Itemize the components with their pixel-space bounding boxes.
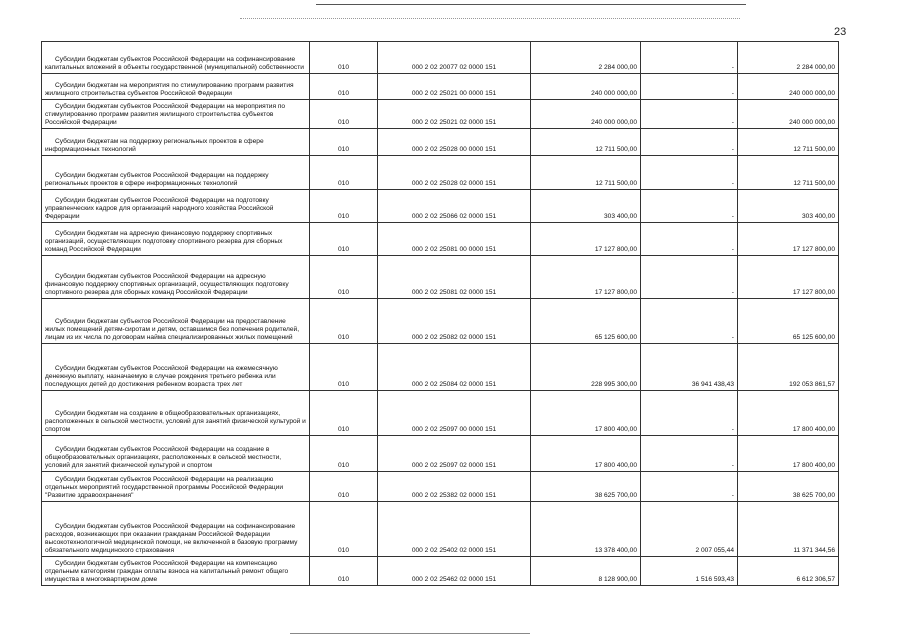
table-row [42, 344, 839, 391]
row-kbk-cell: 000 2 02 25402 02 0000 151 [378, 502, 531, 557]
row-rest-cell: 2 284 000,00 [738, 42, 839, 74]
row-plan-cell: 8 128 900,00 [531, 557, 641, 586]
row-exec-cell: 1 516 593,43 [641, 557, 738, 586]
scan-artifact-bottom-line [290, 633, 530, 634]
row-plan-cell: 38 625 700,00 [531, 472, 641, 502]
row-kbk-cell: 000 2 02 25066 02 0000 151 [378, 190, 531, 223]
row-rest-cell: 17 800 400,00 [738, 391, 839, 436]
row-name-cell: Субсидии бюджетам субъектов Российской Федерации на создание в общеобразовательных организациях, расположенных в сельской местности, условий для занятий физической культурой и спортом [42, 436, 310, 472]
row-kbk-cell: 000 2 02 25462 02 0000 151 [378, 557, 531, 586]
row-code-cell: 010 [310, 74, 378, 100]
row-code-cell: 010 [310, 223, 378, 256]
row-exec-cell: - [641, 223, 738, 256]
row-rest-cell: 11 371 344,56 [738, 502, 839, 557]
row-exec-cell: - [641, 256, 738, 299]
row-name-cell: Субсидии бюджетам субъектов Российской Федерации на мероприятия по стимулированию программ развития жилищного строительства субъектов Российской Федерации [42, 100, 310, 129]
row-plan-cell: 228 995 300,00 [531, 344, 641, 391]
scan-artifact-dots [240, 18, 740, 20]
table-row [42, 100, 839, 129]
row-kbk-cell: 000 2 02 25028 00 0000 151 [378, 129, 531, 156]
row-name-cell: Субсидии бюджетам субъектов Российской Федерации на компенсацию отдельным категориям граждан оплаты взноса на капитальный ремонт общего имущества в многоквартирном доме [42, 557, 310, 586]
table-row [42, 391, 839, 436]
table-row [42, 223, 839, 256]
row-plan-cell: 17 127 800,00 [531, 223, 641, 256]
row-name-cell: Субсидии бюджетам на адресную финансовую поддержку спортивных организаций, осуществляющих подготовку спортивного резерва для сборных команд Российской Федерации [42, 223, 310, 256]
row-code-cell: 010 [310, 472, 378, 502]
budget-table-body [42, 42, 839, 586]
row-rest-cell: 303 400,00 [738, 190, 839, 223]
row-rest-cell: 17 127 800,00 [738, 256, 839, 299]
scan-artifact-top-line [316, 4, 746, 5]
row-plan-cell: 240 000 000,00 [531, 100, 641, 129]
row-plan-cell: 12 711 500,00 [531, 129, 641, 156]
row-plan-cell: 17 800 400,00 [531, 391, 641, 436]
row-name-cell: Субсидии бюджетам на поддержку региональных проектов в сфере информационных технологий [42, 129, 310, 156]
row-code-cell: 010 [310, 129, 378, 156]
row-exec-cell: 2 007 055,44 [641, 502, 738, 557]
row-kbk-cell: 000 2 02 25097 02 0000 151 [378, 436, 531, 472]
table-row [42, 74, 839, 100]
row-exec-cell: - [641, 100, 738, 129]
row-name-cell: Субсидии бюджетам на создание в общеобразовательных организациях, расположенных в сельской местности, условий для занятий физической культурой и спортом [42, 391, 310, 436]
row-code-cell: 010 [310, 436, 378, 472]
row-exec-cell: - [641, 129, 738, 156]
row-rest-cell: 12 711 500,00 [738, 129, 839, 156]
table-row [42, 156, 839, 190]
row-code-cell: 010 [310, 344, 378, 391]
row-name-cell: Субсидии бюджетам субъектов Российской Федерации на ежемесячную денежную выплату, назначаемую в случае рождения третьего ребенка или последующих детей до достижения ребенком возраста трех лет [42, 344, 310, 391]
row-rest-cell: 12 711 500,00 [738, 156, 839, 190]
row-plan-cell: 13 378 400,00 [531, 502, 641, 557]
row-kbk-cell: 000 2 02 25382 02 0000 151 [378, 472, 531, 502]
row-rest-cell: 17 127 800,00 [738, 223, 839, 256]
row-plan-cell: 65 125 600,00 [531, 299, 641, 344]
row-code-cell: 010 [310, 256, 378, 299]
row-exec-cell: - [641, 472, 738, 502]
row-name-cell: Субсидии бюджетам субъектов Российской Федерации на поддержку региональных проектов в сфере информационных технологий [42, 156, 310, 190]
row-plan-cell: 17 127 800,00 [531, 256, 641, 299]
row-plan-cell: 303 400,00 [531, 190, 641, 223]
row-exec-cell: - [641, 391, 738, 436]
row-name-cell: Субсидии бюджетам субъектов Российской Федерации на софинансирование капитальных вложений в объекты государственной (муниципальной) собственности [42, 42, 310, 74]
row-exec-cell: 36 941 438,43 [641, 344, 738, 391]
row-code-cell: 010 [310, 391, 378, 436]
row-rest-cell: 240 000 000,00 [738, 100, 839, 129]
row-name-cell: Субсидии бюджетам субъектов Российской Федерации на предоставление жилых помещений детям-сиротам и детям, оставшимся без попечения родителей, лицам из их числа по договорам найма специализированных жилых помещений [42, 299, 310, 344]
budget-table [41, 41, 839, 586]
row-code-cell: 010 [310, 299, 378, 344]
table-row [42, 256, 839, 299]
row-code-cell: 010 [310, 100, 378, 129]
row-exec-cell: - [641, 436, 738, 472]
row-code-cell: 010 [310, 156, 378, 190]
row-name-cell: Субсидии бюджетам субъектов Российской Федерации на реализацию отдельных мероприятий государственной программы Российской Федерации "Развитие здравоохранения" [42, 472, 310, 502]
row-kbk-cell: 000 2 02 25028 02 0000 151 [378, 156, 531, 190]
page-number: 23 [834, 26, 847, 38]
row-exec-cell: - [641, 190, 738, 223]
row-rest-cell: 65 125 600,00 [738, 299, 839, 344]
table-row [42, 502, 839, 557]
table-row [42, 299, 839, 344]
row-rest-cell: 240 000 000,00 [738, 74, 839, 100]
table-row [42, 129, 839, 156]
row-kbk-cell: 000 2 02 25021 02 0000 151 [378, 100, 531, 129]
row-name-cell: Субсидии бюджетам субъектов Российской Федерации на подготовку управленческих кадров для организаций народного хозяйства Российской Федерации [42, 190, 310, 223]
row-rest-cell: 192 053 861,57 [738, 344, 839, 391]
row-rest-cell: 17 800 400,00 [738, 436, 839, 472]
row-rest-cell: 6 612 306,57 [738, 557, 839, 586]
table-row [42, 436, 839, 472]
row-rest-cell: 38 625 700,00 [738, 472, 839, 502]
table-row [42, 190, 839, 223]
row-code-cell: 010 [310, 190, 378, 223]
row-plan-cell: 12 711 500,00 [531, 156, 641, 190]
row-name-cell: Субсидии бюджетам субъектов Российской Федерации на софинансирование расходов, возникающих при оказании гражданам Российской Федерации высокотехнологичной медицинской помощи, не включенной в базовую программу обязательного медицинского страхования [42, 502, 310, 557]
row-plan-cell: 240 000 000,00 [531, 74, 641, 100]
row-kbk-cell: 000 2 02 25021 00 0000 151 [378, 74, 531, 100]
row-plan-cell: 2 284 000,00 [531, 42, 641, 74]
row-plan-cell: 17 800 400,00 [531, 436, 641, 472]
table-row [42, 472, 839, 502]
row-exec-cell: - [641, 42, 738, 74]
row-kbk-cell: 000 2 02 25097 00 0000 151 [378, 391, 531, 436]
row-kbk-cell: 000 2 02 25081 02 0000 151 [378, 256, 531, 299]
row-exec-cell: - [641, 156, 738, 190]
row-kbk-cell: 000 2 02 25082 02 0000 151 [378, 299, 531, 344]
table-row [42, 42, 839, 74]
row-kbk-cell: 000 2 02 25081 00 0000 151 [378, 223, 531, 256]
row-exec-cell: - [641, 74, 738, 100]
row-exec-cell: - [641, 299, 738, 344]
row-kbk-cell: 000 2 02 25084 02 0000 151 [378, 344, 531, 391]
row-code-cell: 010 [310, 42, 378, 74]
row-name-cell: Субсидии бюджетам на мероприятия по стимулированию программ развития жилищного строительства субъектов Российской Федерации [42, 74, 310, 100]
row-code-cell: 010 [310, 502, 378, 557]
table-row [42, 557, 839, 586]
row-code-cell: 010 [310, 557, 378, 586]
row-kbk-cell: 000 2 02 20077 02 0000 151 [378, 42, 531, 74]
row-name-cell: Субсидии бюджетам субъектов Российской Федерации на адресную финансовую поддержку спортивных организаций, осуществляющих подготовку спортивного резерва для сборных команд Российской Федерации [42, 256, 310, 299]
